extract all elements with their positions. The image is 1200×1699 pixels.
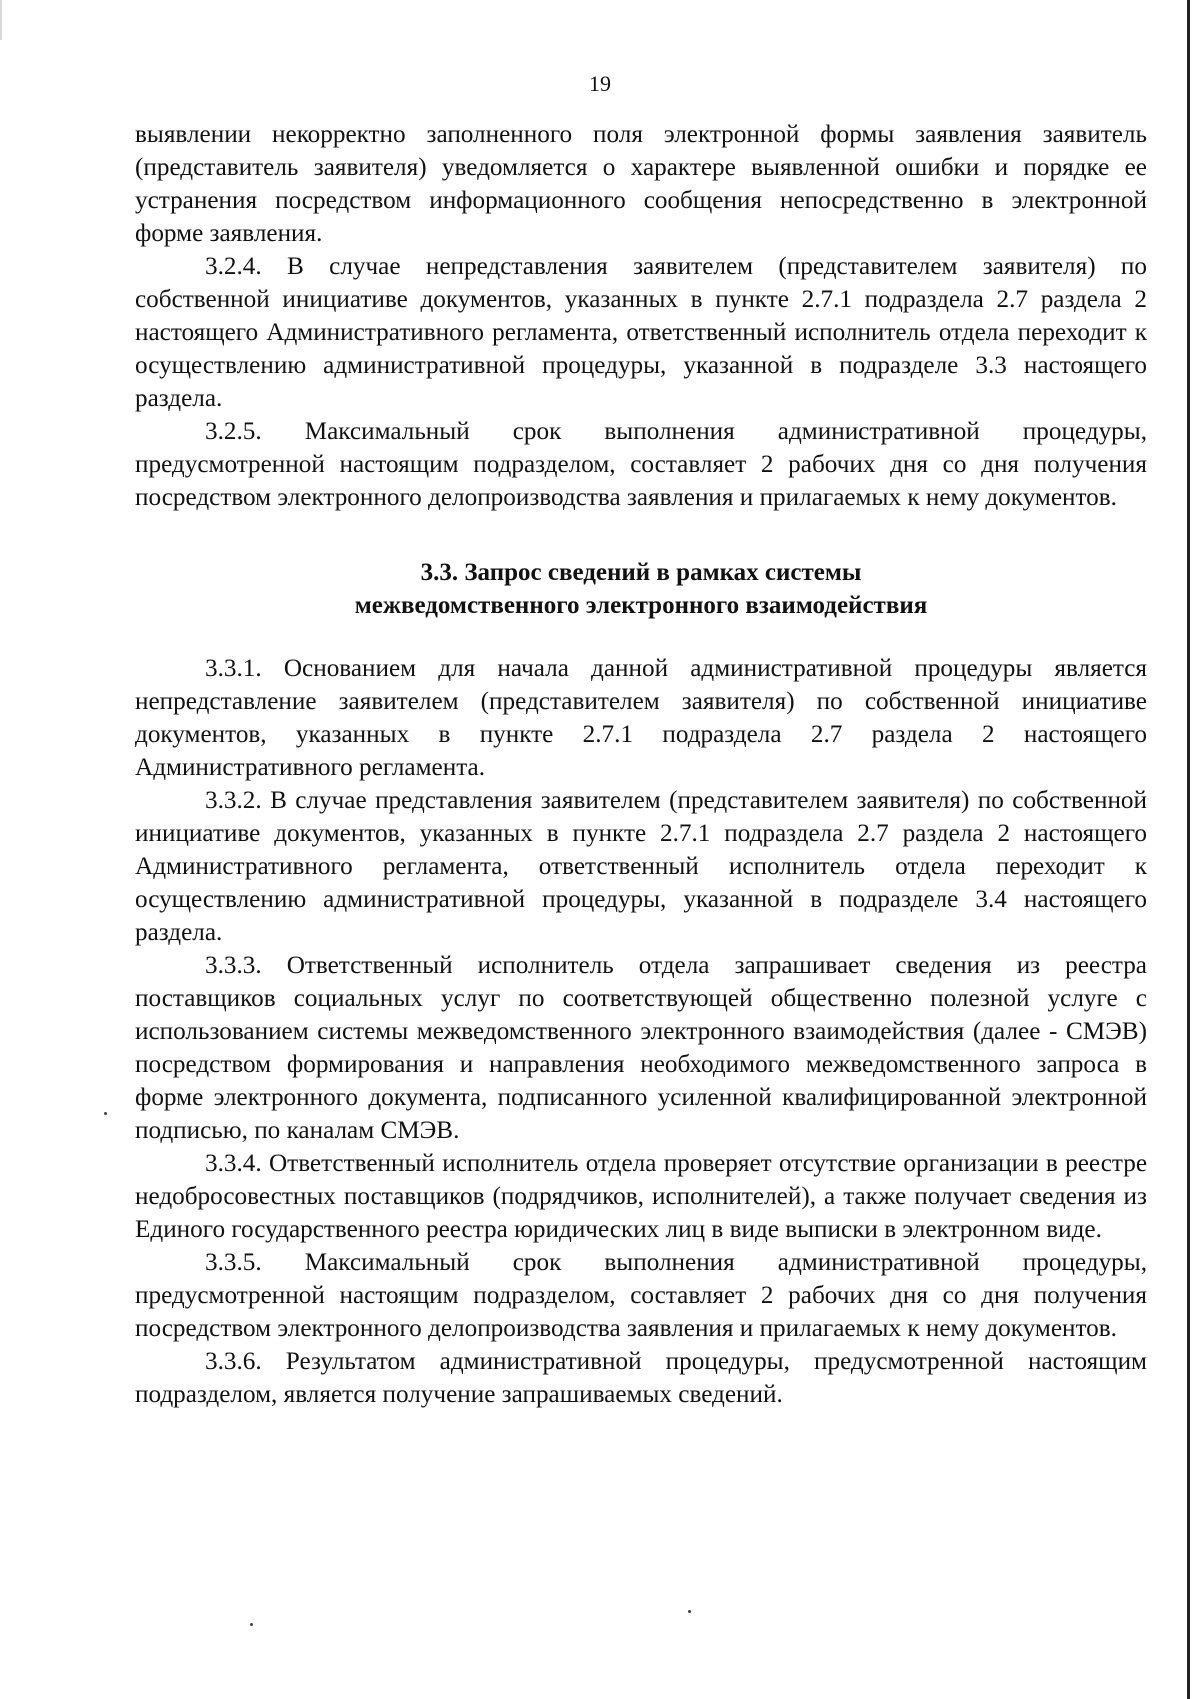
scan-speck xyxy=(688,1610,691,1613)
paragraph-3-3-3: 3.3.3. Ответственный исполнитель отдела запрашивает сведения из реестра поставщиков социальных услуг по соответствующей общественно полезной услуге с использованием системы межведомственного электронного взаимодействия (далее - СМЭВ) посредством формирования и направления необходимого межведомственного запроса в форме электронного документа, подписанного усиленной квалифицированной электронной подписью, по каналам СМЭВ. xyxy=(135,952,1147,1144)
paragraph-3-2-5: 3.2.5. Максимальный срок выполнения административной процедуры, предусмотренной настоящим подразделом, составляет 2 рабочих дня со дня получения посредством электронного делопроизводства заявления и прилагаемых к нему документов. xyxy=(135,418,1147,511)
paragraph-3-2-4: 3.2.4. В случае непредставления заявителем (представителем заявителя) по собственной инициативе документов, указанных в пункте 2.7.1 подраздела 2.7 раздела 2 настоящего Административного регламента, ответственный исполнитель отдела переходит к осуществлению административной процедуры, указанной в подразделе 3.3 настоящего раздела. xyxy=(135,253,1147,412)
scan-edge-right xyxy=(1187,0,1190,1699)
paragraph-3-3-2: 3.3.2. В случае представления заявителем (представителем заявителя) по собственной инициативе документов, указанных в пункте 2.7.1 подраздела 2.7 раздела 2 настоящего Административного регламента, ответственный исполнитель отдела переходит к осуществлению административной процедуры, указанной в подразделе 3.4 настоящего раздела. xyxy=(135,787,1147,946)
paragraph-3-3-5: 3.3.5. Максимальный срок выполнения административной процедуры, предусмотренной настоящим подразделом, составляет 2 рабочих дня со дня получения посредством электронного делопроизводства заявления и прилагаемых к нему документов. xyxy=(135,1249,1147,1342)
scan-speck xyxy=(250,1623,253,1626)
document-body xyxy=(135,118,1147,1411)
paragraph-3-3-1: 3.3.1. Основанием для начала данной административной процедуры является непредставление заявителем (представителем заявителя) по собственной инициативе документов, указанных в пункте 2.7.1 подраздела 2.7 раздела 2 настоящего Административного регламента. xyxy=(135,655,1147,781)
scan-edge-left xyxy=(0,0,2,40)
paragraph-continuation: выявлении некорректно заполненного поля электронной формы заявления заявитель (представитель заявителя) уведомляется о характере выявленной ошибки и порядке ее устранения посредством информационного сообщения непосредственно в электронной форме заявления. xyxy=(135,121,1147,247)
section-heading-line-2: межведомственного электронного взаимодействия xyxy=(354,592,928,619)
section-heading-line-1: 3.3. Запрос сведений в рамках системы xyxy=(420,559,862,586)
paragraph-3-3-4: 3.3.4. Ответственный исполнитель отдела проверяет отсутствие организации в реестре недобросовестных поставщиков (подрядчиков, исполнителей), а также получает сведения из Единого государственного реестра юридических лиц в виде выписки в электронном виде. xyxy=(135,1150,1147,1243)
page-number: 19 xyxy=(589,71,611,96)
paragraph-3-3-6: 3.3.6. Результатом административной процедуры, предусмотренной настоящим подразделом, является получение запрашиваемых сведений. xyxy=(135,1348,1147,1408)
section-heading xyxy=(135,556,1147,622)
scan-speck xyxy=(104,1112,107,1115)
